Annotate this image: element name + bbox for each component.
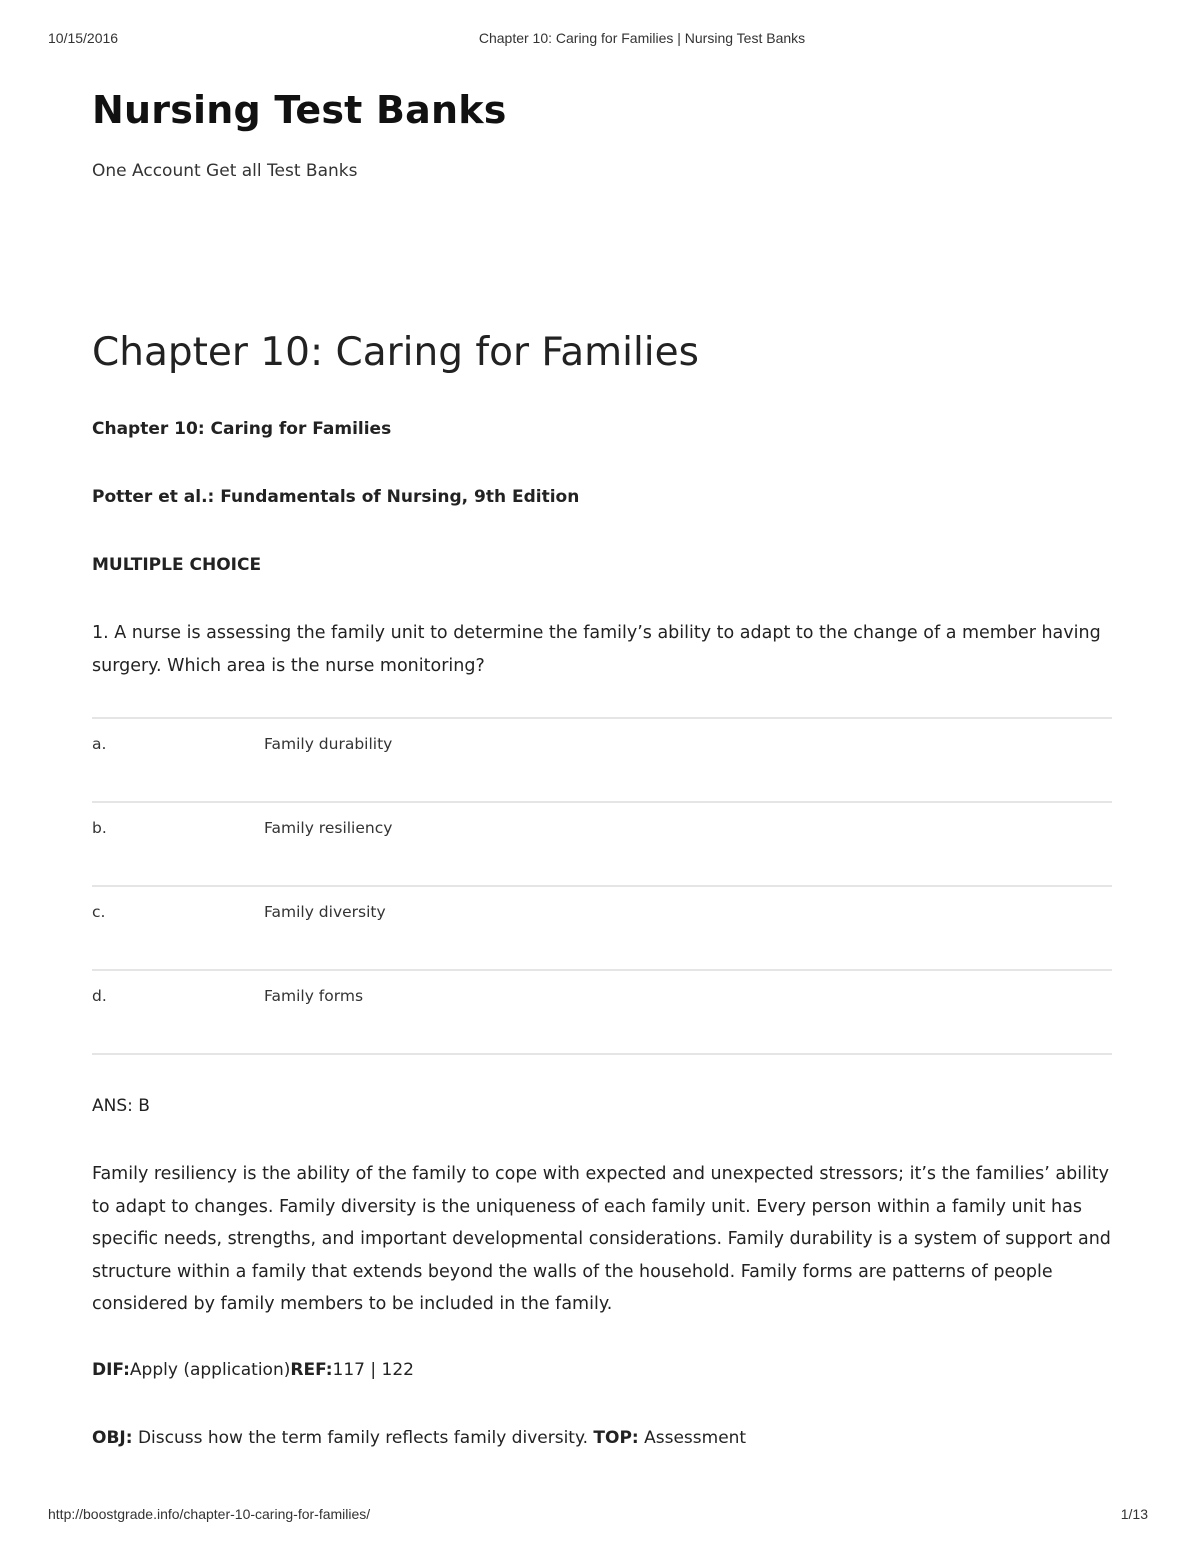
dif-value: Apply (application): [129, 1360, 291, 1380]
answer-rationale: Family resiliency is the ability of the family to cope with expected and unexpected stressors; it’s the families’ ability to adapt to changes. Family diversity is the uniqueness of each family unit. Every person within a family unit has specific needs, strengths, and important developmental considerations. Family durability is a system of support and structure within a family that extends beyond the walls of the household. Family forms are patterns of people considered by family members to be included in the family.: [92, 1164, 1111, 1315]
book-heading: Potter et al.: Fundamentals of Nursing, 9th Edition: [92, 487, 580, 507]
choice-letter: d.: [92, 987, 107, 1005]
choice-row: [92, 803, 1112, 887]
choice-letter: a.: [92, 735, 107, 753]
choice-letter: b.: [92, 819, 107, 837]
answer-key: ANS: B: [92, 1096, 150, 1116]
choice-row: [92, 971, 1112, 1055]
print-page-title: Chapter 10: Caring for Families | Nursing Test Banks: [478, 30, 806, 46]
ref-value: 117 | 122: [332, 1360, 414, 1380]
post-title: Chapter 10: Caring for Families: [92, 330, 699, 375]
print-url: http://boostgrade.info/chapter-10-caring-for-families/: [48, 1506, 371, 1522]
difficulty-reference: [92, 1360, 414, 1380]
obj-label: OBJ:: [92, 1428, 133, 1448]
print-date: 10/15/2016: [48, 30, 119, 46]
choice-letter: c.: [92, 903, 106, 921]
choice-text: Family forms: [264, 987, 364, 1005]
obj-value: Discuss how the term family reflects family diversity.: [132, 1428, 594, 1448]
top-label: TOP:: [593, 1428, 639, 1448]
section-heading: MULTIPLE CHOICE: [92, 555, 262, 575]
question-text: 1. A nurse is assessing the family unit to determine the family’s ability to adapt to the change of a member having surgery. Which area is the nurse monitoring?: [92, 623, 1101, 676]
choice-text: Family durability: [264, 735, 393, 753]
choice-text: Family resiliency: [264, 819, 393, 837]
objective-topic: [92, 1428, 746, 1448]
choices-table: [92, 717, 1112, 1055]
chapter-heading: Chapter 10: Caring for Families: [92, 419, 392, 439]
site-title[interactable]: Nursing Test Banks: [92, 88, 507, 132]
choice-text: Family diversity: [264, 903, 386, 921]
choice-row: [92, 887, 1112, 971]
print-page-number: 1/13: [1120, 1506, 1148, 1522]
ref-label: REF:: [290, 1360, 333, 1380]
choice-row: [92, 719, 1112, 803]
site-tagline: One Account Get all Test Banks: [92, 161, 358, 181]
dif-label: DIF:: [92, 1360, 130, 1380]
top-value: Assessment: [638, 1428, 747, 1448]
